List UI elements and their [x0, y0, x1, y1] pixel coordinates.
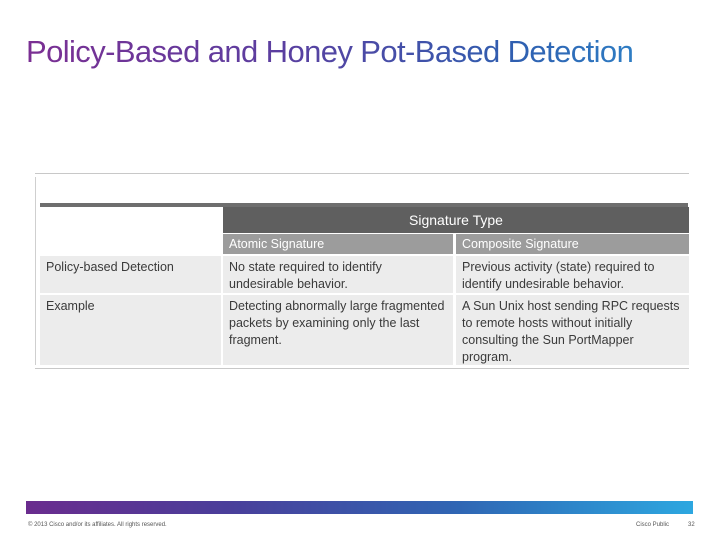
signature-type-table — [35, 173, 689, 369]
cell-example-composite: A Sun Unix host sending RPC requests to remote hosts without initially consulting the Sun PortMapper program. — [456, 295, 689, 365]
column-header-atomic: Atomic Signature — [223, 234, 453, 254]
group-header-signature-type: Signature Type — [223, 207, 689, 233]
footer-classification: Cisco Public — [636, 522, 670, 528]
footer-page-number: 32 — [688, 522, 695, 528]
row-label-policy-based: Policy-based Detection — [40, 256, 221, 293]
column-header-composite: Composite Signature — [456, 234, 689, 254]
slide-title: Policy-Based and Honey Pot-Based Detection — [26, 34, 706, 70]
row-label-example: Example — [40, 295, 221, 365]
cell-policy-atomic: No state required to identify undesirable behavior. — [223, 256, 453, 293]
footer-copyright: © 2013 Cisco and/or its affiliates. All rights reserved. — [28, 522, 167, 528]
footer-gradient-bar — [26, 501, 693, 514]
cell-policy-composite: Previous activity (state) required to identify undesirable behavior. — [456, 256, 689, 293]
table-frame — [35, 177, 688, 365]
cell-example-atomic: Detecting abnormally large fragmented packets by examining only the last fragment. — [223, 295, 453, 365]
